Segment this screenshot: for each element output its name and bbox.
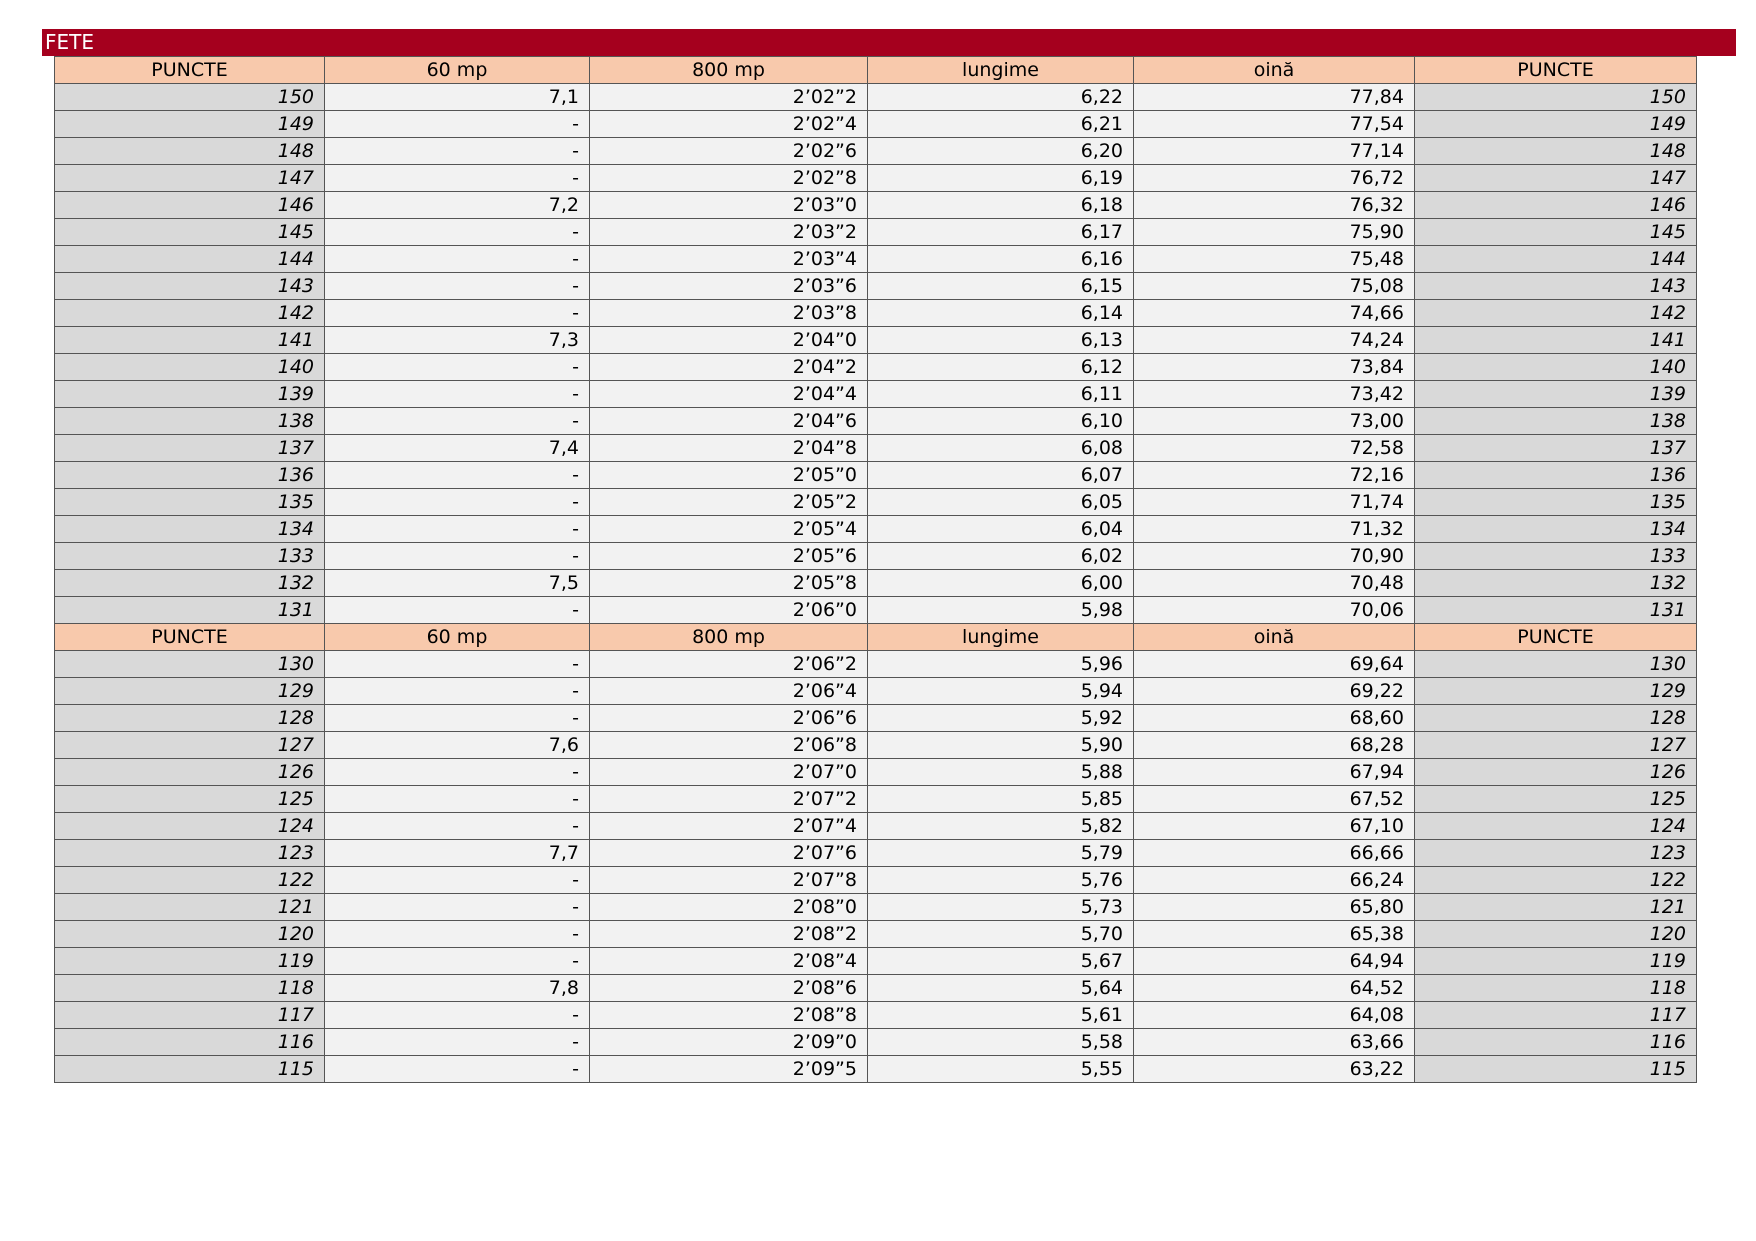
points-right-cell: 148 — [1415, 138, 1697, 165]
run-800m-cell: 2’06”0 — [590, 597, 868, 624]
sprint-60m-cell: - — [325, 921, 590, 948]
points-left-cell: 117 — [55, 1002, 325, 1029]
sprint-60m-cell: - — [325, 948, 590, 975]
points-right-cell: 135 — [1415, 489, 1697, 516]
points-left-cell: 124 — [55, 813, 325, 840]
points-right-cell: 150 — [1415, 84, 1697, 111]
long-jump-cell: 5,67 — [868, 948, 1134, 975]
table-row — [55, 435, 1697, 462]
sprint-60m-cell: 7,5 — [325, 570, 590, 597]
table-row — [55, 1056, 1697, 1083]
run-800m-cell: 2’06”2 — [590, 651, 868, 678]
table-row — [55, 732, 1697, 759]
long-jump-cell: 6,19 — [868, 165, 1134, 192]
table-row — [55, 327, 1697, 354]
run-800m-cell: 2’04”4 — [590, 381, 868, 408]
points-left-cell: 132 — [55, 570, 325, 597]
run-800m-cell: 2’06”6 — [590, 705, 868, 732]
oina-throw-cell: 66,24 — [1134, 867, 1415, 894]
points-right-cell: 147 — [1415, 165, 1697, 192]
run-800m-cell: 2’02”6 — [590, 138, 868, 165]
long-jump-cell: 5,94 — [868, 678, 1134, 705]
oina-throw-cell: 65,38 — [1134, 921, 1415, 948]
points-right-cell: 149 — [1415, 111, 1697, 138]
sprint-60m-cell: 7,6 — [325, 732, 590, 759]
points-right-cell: 130 — [1415, 651, 1697, 678]
points-left-cell: 120 — [55, 921, 325, 948]
run-800m-cell: 2’03”0 — [590, 192, 868, 219]
oina-throw-cell: 70,90 — [1134, 543, 1415, 570]
run-800m-cell: 2’09”5 — [590, 1056, 868, 1083]
oina-throw-cell: 66,66 — [1134, 840, 1415, 867]
header-60mp: 60 mp — [325, 57, 590, 84]
points-right-cell: 127 — [1415, 732, 1697, 759]
points-left-cell: 116 — [55, 1029, 325, 1056]
table-row — [55, 489, 1697, 516]
points-right-cell: 143 — [1415, 273, 1697, 300]
points-right-cell: 131 — [1415, 597, 1697, 624]
run-800m-cell: 2’09”0 — [590, 1029, 868, 1056]
oina-throw-cell: 74,24 — [1134, 327, 1415, 354]
table-row — [55, 543, 1697, 570]
points-left-cell: 134 — [55, 516, 325, 543]
points-right-cell: 129 — [1415, 678, 1697, 705]
points-left-cell: 123 — [55, 840, 325, 867]
points-right-cell: 118 — [1415, 975, 1697, 1002]
run-800m-cell: 2’06”8 — [590, 732, 868, 759]
points-right-cell: 146 — [1415, 192, 1697, 219]
long-jump-cell: 5,85 — [868, 786, 1134, 813]
table-row — [55, 1029, 1697, 1056]
table-row — [55, 975, 1697, 1002]
long-jump-cell: 5,70 — [868, 921, 1134, 948]
oina-throw-cell: 67,52 — [1134, 786, 1415, 813]
table-row — [55, 678, 1697, 705]
points-left-cell: 135 — [55, 489, 325, 516]
points-left-cell: 131 — [55, 597, 325, 624]
run-800m-cell: 2’03”6 — [590, 273, 868, 300]
oina-throw-cell: 63,66 — [1134, 1029, 1415, 1056]
points-left-cell: 137 — [55, 435, 325, 462]
table-row — [55, 111, 1697, 138]
points-left-cell: 122 — [55, 867, 325, 894]
long-jump-cell: 6,12 — [868, 354, 1134, 381]
points-right-cell: 133 — [1415, 543, 1697, 570]
sprint-60m-cell: - — [325, 111, 590, 138]
table-row — [55, 300, 1697, 327]
sprint-60m-cell: - — [325, 300, 590, 327]
sprint-60m-cell: 7,7 — [325, 840, 590, 867]
run-800m-cell: 2’03”8 — [590, 300, 868, 327]
sprint-60m-cell: - — [325, 138, 590, 165]
long-jump-cell: 6,16 — [868, 246, 1134, 273]
sprint-60m-cell: 7,3 — [325, 327, 590, 354]
table-row — [55, 570, 1697, 597]
oina-throw-cell: 72,16 — [1134, 462, 1415, 489]
long-jump-cell: 5,92 — [868, 705, 1134, 732]
table-body — [55, 57, 1697, 1083]
oina-throw-cell: 76,72 — [1134, 165, 1415, 192]
long-jump-cell: 6,02 — [868, 543, 1134, 570]
run-800m-cell: 2’05”0 — [590, 462, 868, 489]
oina-throw-cell: 69,64 — [1134, 651, 1415, 678]
header-puncte-right: PUNCTE — [1415, 57, 1697, 84]
table-row — [55, 813, 1697, 840]
long-jump-cell: 6,08 — [868, 435, 1134, 462]
long-jump-cell: 6,14 — [868, 300, 1134, 327]
points-left-cell: 141 — [55, 327, 325, 354]
long-jump-cell: 6,18 — [868, 192, 1134, 219]
long-jump-cell: 5,64 — [868, 975, 1134, 1002]
oina-throw-cell: 64,52 — [1134, 975, 1415, 1002]
points-left-cell: 127 — [55, 732, 325, 759]
run-800m-cell: 2’05”6 — [590, 543, 868, 570]
oina-throw-cell: 73,00 — [1134, 408, 1415, 435]
table-row — [55, 138, 1697, 165]
points-right-cell: 120 — [1415, 921, 1697, 948]
long-jump-cell: 5,79 — [868, 840, 1134, 867]
run-800m-cell: 2’04”2 — [590, 354, 868, 381]
long-jump-cell: 5,61 — [868, 1002, 1134, 1029]
table-row — [55, 516, 1697, 543]
table-row — [55, 921, 1697, 948]
long-jump-cell: 5,82 — [868, 813, 1134, 840]
oina-throw-cell: 64,94 — [1134, 948, 1415, 975]
points-left-cell: 118 — [55, 975, 325, 1002]
points-left-cell: 128 — [55, 705, 325, 732]
sheet-title: FETE — [42, 29, 1736, 56]
oina-throw-cell: 69,22 — [1134, 678, 1415, 705]
sprint-60m-cell: 7,1 — [325, 84, 590, 111]
table-row — [55, 948, 1697, 975]
table-row — [55, 408, 1697, 435]
table-row — [55, 246, 1697, 273]
sprint-60m-cell: - — [325, 1002, 590, 1029]
points-right-cell: 115 — [1415, 1056, 1697, 1083]
sprint-60m-cell: - — [325, 408, 590, 435]
header-60mp: 60 mp — [325, 624, 590, 651]
table-row — [55, 894, 1697, 921]
run-800m-cell: 2’07”8 — [590, 867, 868, 894]
sprint-60m-cell: - — [325, 651, 590, 678]
long-jump-cell: 6,10 — [868, 408, 1134, 435]
oina-throw-cell: 68,60 — [1134, 705, 1415, 732]
points-right-cell: 125 — [1415, 786, 1697, 813]
oina-throw-cell: 67,94 — [1134, 759, 1415, 786]
table-row — [55, 597, 1697, 624]
points-right-cell: 126 — [1415, 759, 1697, 786]
points-right-cell: 117 — [1415, 1002, 1697, 1029]
points-left-cell: 140 — [55, 354, 325, 381]
header-lungime: lungime — [868, 57, 1134, 84]
run-800m-cell: 2’07”4 — [590, 813, 868, 840]
table-row — [55, 165, 1697, 192]
header-800mp: 800 mp — [590, 57, 868, 84]
table-row — [55, 273, 1697, 300]
oina-throw-cell: 71,74 — [1134, 489, 1415, 516]
points-left-cell: 121 — [55, 894, 325, 921]
run-800m-cell: 2’08”6 — [590, 975, 868, 1002]
run-800m-cell: 2’06”4 — [590, 678, 868, 705]
sprint-60m-cell: - — [325, 165, 590, 192]
points-right-cell: 119 — [1415, 948, 1697, 975]
sprint-60m-cell: - — [325, 894, 590, 921]
run-800m-cell: 2’04”8 — [590, 435, 868, 462]
sprint-60m-cell: - — [325, 246, 590, 273]
points-right-cell: 134 — [1415, 516, 1697, 543]
points-right-cell: 116 — [1415, 1029, 1697, 1056]
sprint-60m-cell: - — [325, 759, 590, 786]
oina-throw-cell: 64,08 — [1134, 1002, 1415, 1029]
points-left-cell: 130 — [55, 651, 325, 678]
table-row — [55, 840, 1697, 867]
oina-throw-cell: 73,42 — [1134, 381, 1415, 408]
points-left-cell: 125 — [55, 786, 325, 813]
run-800m-cell: 2’02”2 — [590, 84, 868, 111]
scoring-table — [54, 56, 1697, 1083]
oina-throw-cell: 77,14 — [1134, 138, 1415, 165]
oina-throw-cell: 75,48 — [1134, 246, 1415, 273]
run-800m-cell: 2’04”6 — [590, 408, 868, 435]
run-800m-cell: 2’08”2 — [590, 921, 868, 948]
table-row — [55, 354, 1697, 381]
long-jump-cell: 5,55 — [868, 1056, 1134, 1083]
header-puncte-left: PUNCTE — [55, 624, 325, 651]
points-right-cell: 121 — [1415, 894, 1697, 921]
run-800m-cell: 2’07”0 — [590, 759, 868, 786]
sprint-60m-cell: - — [325, 597, 590, 624]
header-800mp: 800 mp — [590, 624, 868, 651]
points-right-cell: 145 — [1415, 219, 1697, 246]
oina-throw-cell: 71,32 — [1134, 516, 1415, 543]
long-jump-cell: 6,21 — [868, 111, 1134, 138]
points-left-cell: 146 — [55, 192, 325, 219]
table-row — [55, 192, 1697, 219]
oina-throw-cell: 63,22 — [1134, 1056, 1415, 1083]
header-lungime: lungime — [868, 624, 1134, 651]
oina-throw-cell: 75,90 — [1134, 219, 1415, 246]
header-oina: oină — [1134, 57, 1415, 84]
points-left-cell: 139 — [55, 381, 325, 408]
run-800m-cell: 2’08”0 — [590, 894, 868, 921]
points-right-cell: 128 — [1415, 705, 1697, 732]
long-jump-cell: 6,17 — [868, 219, 1134, 246]
sprint-60m-cell: - — [325, 786, 590, 813]
points-right-cell: 140 — [1415, 354, 1697, 381]
oina-throw-cell: 70,06 — [1134, 597, 1415, 624]
points-left-cell: 150 — [55, 84, 325, 111]
oina-throw-cell: 67,10 — [1134, 813, 1415, 840]
points-left-cell: 138 — [55, 408, 325, 435]
header-puncte-left: PUNCTE — [55, 57, 325, 84]
points-left-cell: 126 — [55, 759, 325, 786]
oina-throw-cell: 72,58 — [1134, 435, 1415, 462]
points-right-cell: 144 — [1415, 246, 1697, 273]
sprint-60m-cell: - — [325, 489, 590, 516]
oina-throw-cell: 77,84 — [1134, 84, 1415, 111]
table-row — [55, 786, 1697, 813]
long-jump-cell: 5,96 — [868, 651, 1134, 678]
oina-throw-cell: 75,08 — [1134, 273, 1415, 300]
sprint-60m-cell: - — [325, 705, 590, 732]
run-800m-cell: 2’02”4 — [590, 111, 868, 138]
column-header-row — [55, 624, 1697, 651]
oina-throw-cell: 65,80 — [1134, 894, 1415, 921]
oina-throw-cell: 77,54 — [1134, 111, 1415, 138]
sprint-60m-cell: - — [325, 516, 590, 543]
table-row — [55, 651, 1697, 678]
points-left-cell: 136 — [55, 462, 325, 489]
sprint-60m-cell: - — [325, 543, 590, 570]
table-row — [55, 705, 1697, 732]
sprint-60m-cell: - — [325, 354, 590, 381]
points-left-cell: 148 — [55, 138, 325, 165]
long-jump-cell: 6,22 — [868, 84, 1134, 111]
points-right-cell: 132 — [1415, 570, 1697, 597]
long-jump-cell: 5,73 — [868, 894, 1134, 921]
oina-throw-cell: 76,32 — [1134, 192, 1415, 219]
sprint-60m-cell: - — [325, 1029, 590, 1056]
long-jump-cell: 6,00 — [868, 570, 1134, 597]
long-jump-cell: 6,11 — [868, 381, 1134, 408]
long-jump-cell: 6,07 — [868, 462, 1134, 489]
table-row — [55, 1002, 1697, 1029]
run-800m-cell: 2’05”8 — [590, 570, 868, 597]
long-jump-cell: 6,04 — [868, 516, 1134, 543]
oina-throw-cell: 70,48 — [1134, 570, 1415, 597]
sprint-60m-cell: - — [325, 867, 590, 894]
long-jump-cell: 5,90 — [868, 732, 1134, 759]
table-row — [55, 462, 1697, 489]
sprint-60m-cell: - — [325, 813, 590, 840]
header-oina: oină — [1134, 624, 1415, 651]
points-left-cell: 145 — [55, 219, 325, 246]
long-jump-cell: 5,76 — [868, 867, 1134, 894]
run-800m-cell: 2’08”4 — [590, 948, 868, 975]
header-puncte-right: PUNCTE — [1415, 624, 1697, 651]
run-800m-cell: 2’07”6 — [590, 840, 868, 867]
table-row — [55, 867, 1697, 894]
sprint-60m-cell: - — [325, 678, 590, 705]
points-right-cell: 136 — [1415, 462, 1697, 489]
sprint-60m-cell: - — [325, 381, 590, 408]
points-left-cell: 129 — [55, 678, 325, 705]
long-jump-cell: 5,98 — [868, 597, 1134, 624]
table-row — [55, 84, 1697, 111]
points-left-cell: 119 — [55, 948, 325, 975]
run-800m-cell: 2’03”4 — [590, 246, 868, 273]
points-right-cell: 139 — [1415, 381, 1697, 408]
oina-throw-cell: 73,84 — [1134, 354, 1415, 381]
long-jump-cell: 6,15 — [868, 273, 1134, 300]
long-jump-cell: 6,13 — [868, 327, 1134, 354]
points-right-cell: 124 — [1415, 813, 1697, 840]
run-800m-cell: 2’08”8 — [590, 1002, 868, 1029]
column-header-row — [55, 57, 1697, 84]
points-left-cell: 149 — [55, 111, 325, 138]
points-left-cell: 144 — [55, 246, 325, 273]
run-800m-cell: 2’04”0 — [590, 327, 868, 354]
table-row — [55, 219, 1697, 246]
points-left-cell: 133 — [55, 543, 325, 570]
points-left-cell: 115 — [55, 1056, 325, 1083]
oina-throw-cell: 74,66 — [1134, 300, 1415, 327]
sprint-60m-cell: - — [325, 1056, 590, 1083]
points-left-cell: 147 — [55, 165, 325, 192]
sprint-60m-cell: 7,2 — [325, 192, 590, 219]
long-jump-cell: 6,20 — [868, 138, 1134, 165]
oina-throw-cell: 68,28 — [1134, 732, 1415, 759]
sprint-60m-cell: 7,4 — [325, 435, 590, 462]
table-row — [55, 381, 1697, 408]
points-left-cell: 143 — [55, 273, 325, 300]
run-800m-cell: 2’05”4 — [590, 516, 868, 543]
sprint-60m-cell: - — [325, 219, 590, 246]
sprint-60m-cell: - — [325, 273, 590, 300]
run-800m-cell: 2’05”2 — [590, 489, 868, 516]
points-right-cell: 141 — [1415, 327, 1697, 354]
run-800m-cell: 2’02”8 — [590, 165, 868, 192]
long-jump-cell: 5,88 — [868, 759, 1134, 786]
long-jump-cell: 5,58 — [868, 1029, 1134, 1056]
table-row — [55, 759, 1697, 786]
sprint-60m-cell: - — [325, 462, 590, 489]
run-800m-cell: 2’07”2 — [590, 786, 868, 813]
points-right-cell: 138 — [1415, 408, 1697, 435]
points-right-cell: 123 — [1415, 840, 1697, 867]
points-right-cell: 142 — [1415, 300, 1697, 327]
long-jump-cell: 6,05 — [868, 489, 1134, 516]
points-right-cell: 137 — [1415, 435, 1697, 462]
sprint-60m-cell: 7,8 — [325, 975, 590, 1002]
points-right-cell: 122 — [1415, 867, 1697, 894]
run-800m-cell: 2’03”2 — [590, 219, 868, 246]
points-left-cell: 142 — [55, 300, 325, 327]
